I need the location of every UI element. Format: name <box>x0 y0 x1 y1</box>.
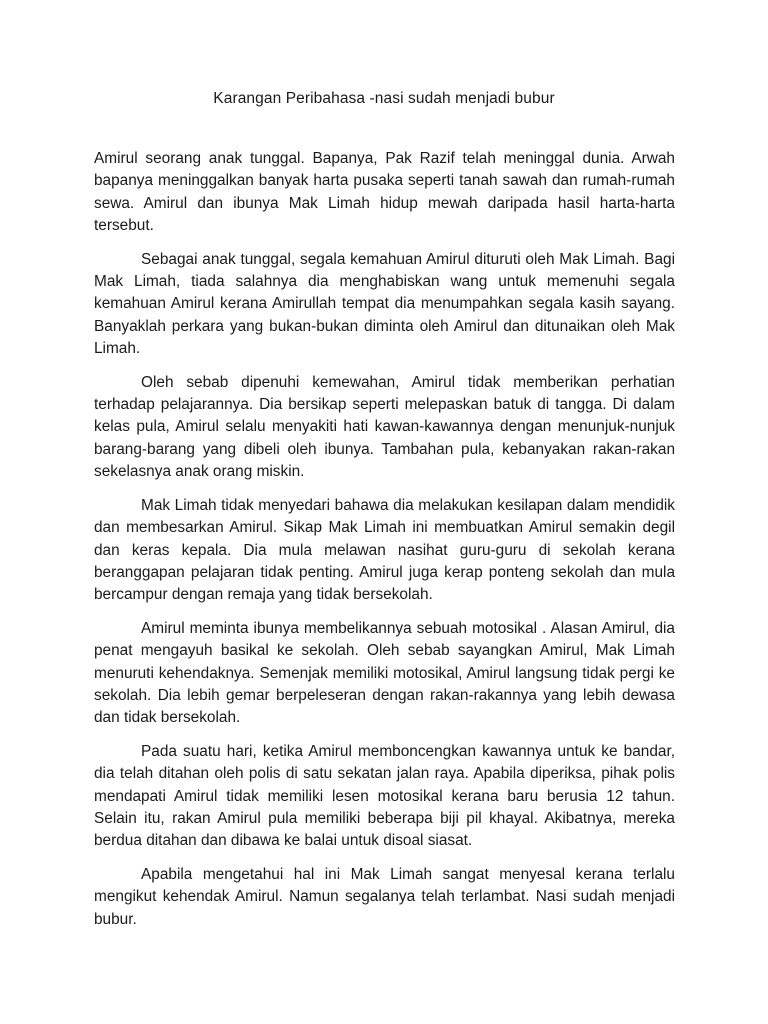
paragraph-3: Oleh sebab dipenuhi kemewahan, Amirul tidak memberikan perhatian terhadap pelajarannya. Dia bersikap seperti melepaskan batuk di tangga. Di dalam kelas pula, Amirul selalu menyakiti hati kawan-kawannya dengan menunjuk-nunjuk barang-barang yang dibeli oleh ibunya. Tambahan pula, kebanyakan rakan-rakan sekelasnya anak orang miskin. <box>94 373 675 481</box>
paragraph-7: Apabila mengetahui hal ini Mak Limah sangat menyesal kerana terlalu mengikut kehendak Amirul. Namun segalanya telah terlambat. Nasi sudah menjadi bubur. <box>94 865 675 928</box>
paragraph-1: Amirul seorang anak tunggal. Bapanya, Pak Razif telah meninggal dunia. Arwah bapanya meninggalkan banyak harta pusaka seperti tanah sawah dan rumah-rumah sewa. Amirul dan ibunya Mak Limah hidup mewah daripada hasil harta-harta tersebut. <box>94 150 675 235</box>
document-body <box>94 148 675 942</box>
paragraph-2: Sebagai anak tunggal, segala kemahuan Amirul dituruti oleh Mak Limah. Bagi Mak Limah, tiada salahnya dia menghabiskan wang untuk memenuhi segala kemahuan Amirul kerana Amirullah tempat dia menumpahkan segala kasih sayang. Banyaklah perkara yang bukan-bukan diminta oleh Amirul dan ditunaikan oleh Mak Limah. <box>94 250 675 358</box>
document-title: Karangan Peribahasa -nasi sudah menjadi bubur <box>213 90 555 107</box>
paragraph-5: Amirul meminta ibunya membelikannya sebuah motosikal . Alasan Amirul, dia penat mengayuh basikal ke sekolah. Oleh sebab sayangkan Amirul, Mak Limah menuruti kehendaknya. Semenjak memiliki motosikal, Amirul langsung tidak pergi ke sekolah. Dia lebih gemar berpeleseran dengan rakan-rakannya yang lebih dewasa dan tidak bersekolah. <box>94 619 675 727</box>
paragraph-4: Mak Limah tidak menyedari bahawa dia melakukan kesilapan dalam mendidik dan membesarkan Amirul. Sikap Mak Limah ini membuatkan Amirul semakin degil dan keras kepala. Dia mula melawan nasihat guru-guru di sekolah kerana beranggapan pelajaran tidak penting. Amirul juga kerap ponteng sekolah dan mula bercampur dengan remaja yang tidak bersekolah. <box>94 496 675 604</box>
paragraph-6: Pada suatu hari, ketika Amirul memboncengkan kawannya untuk ke bandar, dia telah ditahan oleh polis di satu sekatan jalan raya. Apabila diperiksa, pihak polis mendapati Amirul tidak memiliki lesen motosikal kerana baru berusia 12 tahun. Selain itu, rakan Amirul pula memiliki beberapa biji pil khayal. Akibatnya, mereka berdua ditahan dan dibawa ke balai untuk disoal siasat. <box>94 742 675 850</box>
